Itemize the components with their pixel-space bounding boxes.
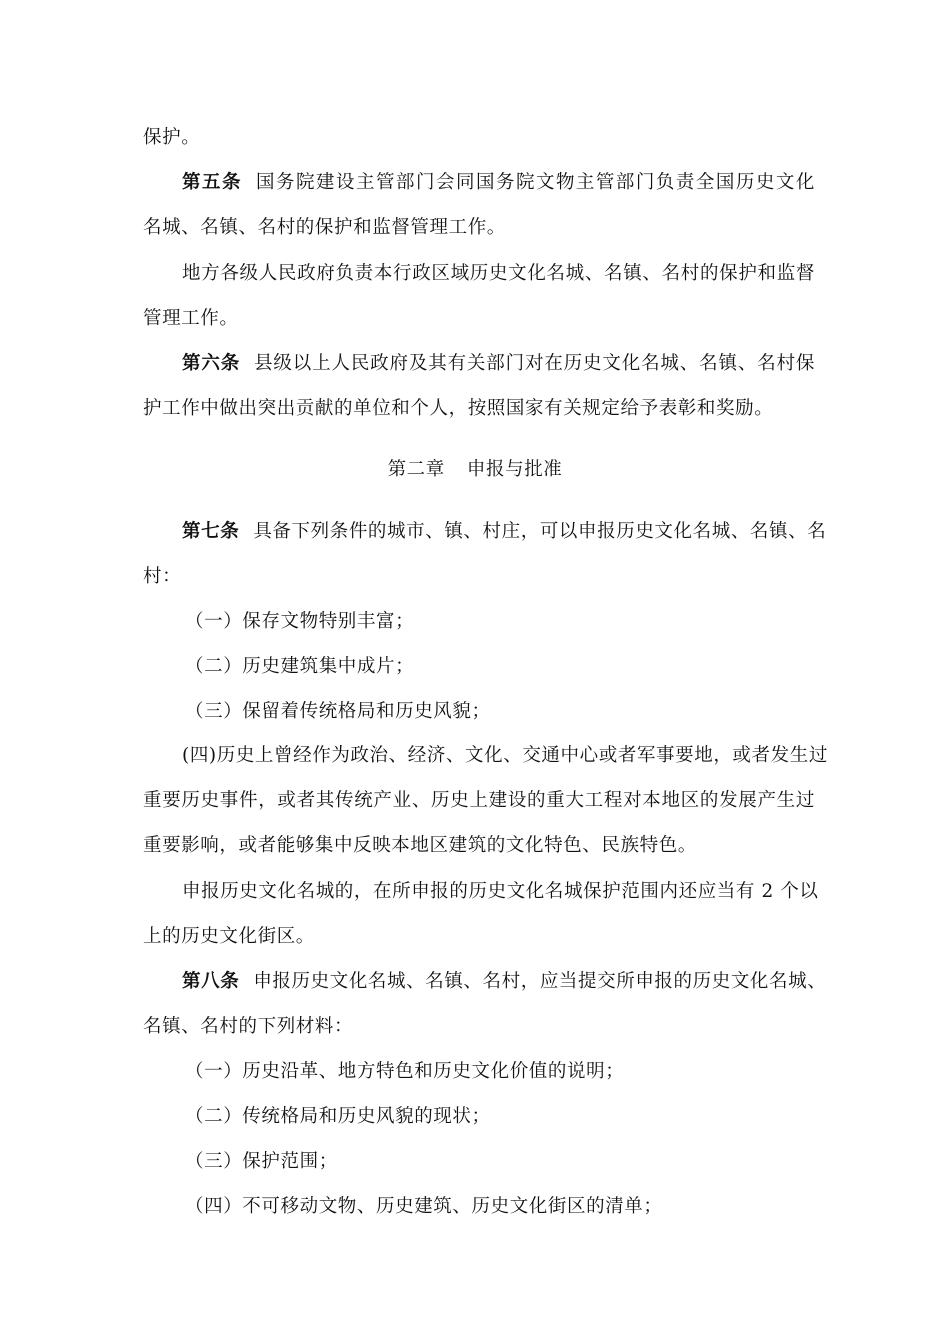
list-item: （二）传统格局和历史风貌的现状； [185, 1106, 491, 1127]
text-line: 重要历史事件，或者其传统产业、历史上建设的重大工程对本地区的发展产生过 [143, 790, 815, 811]
text-segment: 县级以上人民政府及其有关部门对在历史文化名城、名镇、名村保 [254, 353, 815, 374]
chapter-title: 申报与批准 [466, 459, 563, 480]
article-number: 第五条 [182, 172, 242, 193]
text-line: 村： [143, 566, 182, 587]
text-segment: 国务院建设主管部门会同国务院文物主管部门负责全国历史文化 [256, 172, 815, 193]
text-segment: 具备下列条件的城市、镇、村庄，可以申报历史文化名城、名镇、名 [253, 521, 827, 542]
text-line: 名镇、名村的下列材料： [143, 1016, 354, 1037]
list-item: （一）保存文物特别丰富； [185, 611, 415, 632]
article-7-line [182, 519, 827, 545]
article-5-line [182, 170, 815, 196]
text-line: 上的历史文化街区。 [143, 926, 315, 947]
article-6-line [182, 351, 815, 377]
list-item: （三）保留着传统格局和历史风貌； [185, 701, 491, 722]
text-line: 护工作中做出突出贡献的单位和个人，按照国家有关规定给予表彰和奖励。 [143, 398, 774, 419]
text-line: 申报历史文化名城的，在所申报的历史文化名城保护范围内还应当有 2 个以 [182, 881, 819, 902]
text-line: 管理工作。 [143, 308, 239, 329]
text-line: 名城、名镇、名村的保护和监督管理工作。 [143, 217, 506, 238]
text-line: 地方各级人民政府负责本行政区域历史文化名城、名镇、名村的保护和监督 [182, 263, 815, 284]
article-8-line [182, 969, 827, 995]
list-item: （一）历史沿革、地方特色和历史文化价值的说明； [185, 1061, 625, 1082]
text-line: 重要影响，或者能够集中反映本地区建筑的文化特色、民族特色。 [143, 835, 697, 856]
article-number: 第六条 [182, 353, 241, 374]
chapter-number: 第二章 [387, 459, 445, 480]
list-item: （二）历史建筑集中成片； [185, 656, 415, 677]
chapter-heading [0, 457, 950, 483]
article-number: 第八条 [182, 971, 240, 992]
text-segment: 申报历史文化名城、名镇、名村，应当提交所申报的历史文化名城、 [253, 971, 827, 992]
list-item: （三）保护范围； [185, 1151, 338, 1172]
list-item: (四)历史上曾经作为政治、经济、文化、交通中心或者军事要地，或者发生过 [182, 745, 828, 766]
text-line: 保护。 [143, 127, 201, 148]
article-number: 第七条 [182, 521, 240, 542]
list-item: （四）不可移动文物、历史建筑、历史文化街区的清单； [185, 1196, 663, 1217]
